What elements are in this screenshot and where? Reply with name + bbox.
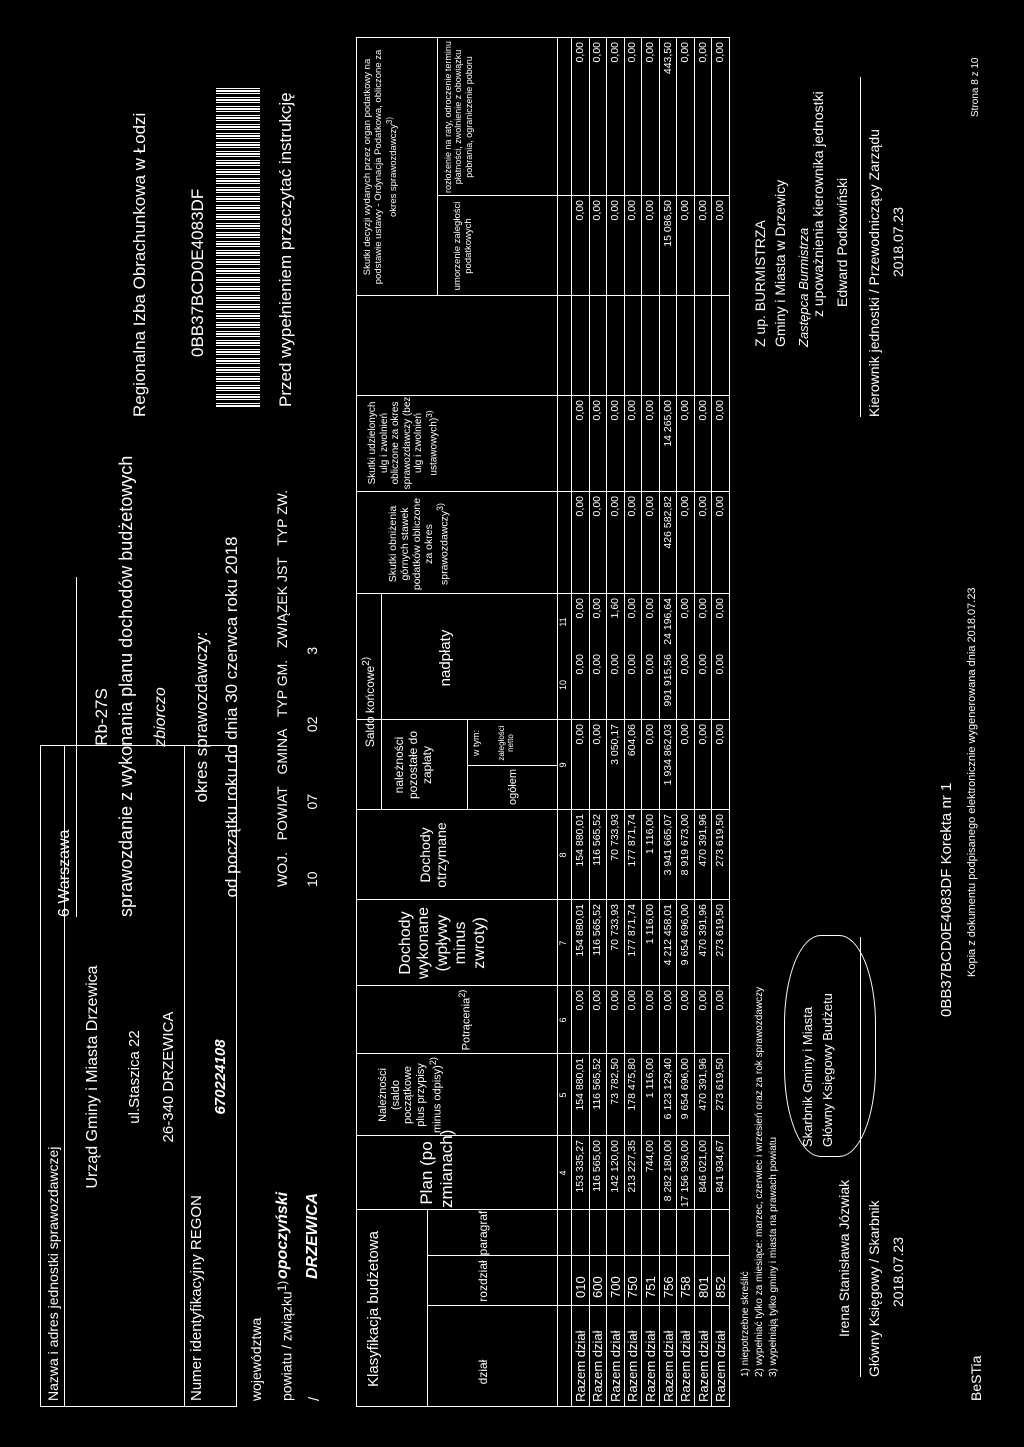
unit-street: ul.Staszica 22 — [126, 1030, 143, 1124]
voivodeship-label: województwa — [248, 1317, 264, 1401]
district-value: opoczyński — [274, 1191, 291, 1279]
table-cell: 0,00 — [591, 598, 604, 619]
table-cell: 0,00 — [679, 654, 692, 675]
table-cell: 0,00 — [696, 990, 709, 1011]
instruction-note: Przed wypełnieniem przeczytać instrukcję — [276, 92, 295, 407]
table-cell: 0,00 — [714, 200, 727, 221]
table-cell: 9 654 696,00 — [679, 1058, 692, 1120]
right-stamp-line2: Gminy i Miasta w Drzewicy — [772, 179, 788, 347]
right-stamp-line3: Zastępca Burmistrza — [796, 227, 811, 347]
page-number: Strona 8 z 10 — [970, 57, 981, 117]
software-name: BeSTia — [968, 1355, 984, 1401]
table-cell: 1 116,00 — [644, 904, 656, 945]
header-total: ogółem — [507, 768, 519, 806]
table-cell: 178 475,80 — [626, 1058, 639, 1111]
header-revenue-executed: Dochody wykonane (wpływy minus zwroty) — [397, 906, 488, 980]
table-cell: 3 941 665,07 — [661, 814, 674, 876]
right-signer-date: 2018.07.23 — [890, 206, 906, 277]
table-cell: 470 391,96 — [696, 904, 709, 957]
table-cell: 0,00 — [591, 724, 604, 745]
header-receivables: Należności (saldo początkowe plus przypisy minus odpisy)$^{2)}$ — [377, 1057, 444, 1134]
table-cell: 0,00 — [591, 496, 604, 517]
header-cancellation: umorzenie zaległości podatkowych — [452, 201, 474, 291]
table-cell: 3 050,17 — [608, 724, 621, 765]
table-cell: 443,50 — [661, 42, 674, 75]
table-cell: 0,00 — [679, 990, 692, 1011]
table-cell: 0,00 — [626, 598, 639, 619]
column-number: 4 — [558, 1170, 568, 1176]
table-cell: 0,00 — [696, 496, 709, 517]
table-cell: 4 212 458,01 — [661, 904, 674, 966]
unit-name: Urząd Gminy i Miasta Drzewica — [84, 965, 101, 1189]
row-dzial-code: 801 — [695, 1276, 711, 1298]
table-cell: 70 733,93 — [608, 904, 621, 951]
district-label: powiatu / związku$^{1)}$ — [276, 1280, 295, 1401]
table-cell: 0,00 — [644, 990, 656, 1011]
table-cell: 6 123 129,40 — [661, 1058, 674, 1120]
left-stamp-line1: Skarbnik Gminy i Miasta — [800, 1006, 815, 1147]
table-cell: 0,00 — [626, 496, 639, 517]
table-cell: 273 619,50 — [714, 814, 727, 867]
table-cell: 0,00 — [679, 400, 692, 421]
table-cell: 0,00 — [696, 724, 709, 745]
table-cell: 0,00 — [591, 990, 604, 1011]
table-cell: 1 116,00 — [644, 814, 656, 855]
table-cell: 8 282 180,00 — [661, 1140, 674, 1202]
row-label: Razem dział — [678, 1330, 694, 1402]
table-cell: 426 582,82 — [661, 496, 674, 549]
recipient: Regionalna Izba Obrachunkowa w Łodzi — [130, 112, 149, 417]
table-cell: 0,00 — [644, 598, 656, 619]
table-cell: 0,00 — [608, 990, 621, 1011]
column-number: 11 — [558, 617, 568, 627]
header-overpayments: nadpłaty — [437, 629, 454, 687]
table-cell: 116 565,52 — [591, 1058, 604, 1110]
right-authorization: z upoważnienia kierownika jednostki — [810, 91, 826, 317]
table-cell: 744,00 — [644, 1140, 656, 1173]
table-cell: 0,00 — [626, 654, 639, 675]
table-cell: 177 871,74 — [626, 814, 639, 867]
table-cell: 1 934 862,03 — [661, 724, 674, 786]
column-number: 6 — [558, 1017, 568, 1023]
row-dzial-code: 758 — [678, 1276, 694, 1298]
row-label: Razem dział — [660, 1330, 676, 1402]
table-cell: 0,00 — [608, 42, 621, 63]
table-cell: 0,00 — [696, 42, 709, 63]
table-cell: 0,00 — [591, 42, 604, 63]
regon-value: 670224108 — [212, 1039, 229, 1115]
table-cell: 0,00 — [644, 200, 656, 221]
correction-code: 0BB37BCD0E4083DF Korekta nr 1 — [938, 782, 955, 1017]
document-code: 0BB37BCD0E4083DF — [188, 188, 207, 357]
header-decision-effects: Skutki decyzji wydanych przez organ podatkowy na podstawie ustawy - Ordynacja Podatkowa, obliczone za okres sprawozdawczy$^{3)}$ — [362, 49, 399, 285]
footnote-3: 3) wypełniają tylko gminy i miasta na prawach powiatu — [768, 1136, 779, 1377]
table-cell: 14 265,00 — [661, 400, 674, 447]
table-cell: 116 565,00 — [591, 1140, 604, 1192]
report-title: sprawozdanie z wykonania planu dochodów budżetowych — [116, 455, 136, 917]
table-cell: 17 156 936,00 — [679, 1140, 692, 1208]
table-cell: 0,00 — [573, 724, 586, 745]
table-cell: 116 565,52 — [591, 814, 604, 866]
table-cell: 0,00 — [573, 200, 586, 221]
table-cell: 0,00 — [608, 654, 621, 675]
table-cell: 0,00 — [661, 990, 674, 1011]
table-cell: 470 391,96 — [696, 814, 709, 867]
table-cell: 604,06 — [626, 724, 639, 757]
table-cell: 153 335,27 — [573, 1140, 586, 1193]
table-cell: 0,00 — [573, 42, 586, 63]
table-cell: 15 086,50 — [661, 200, 674, 247]
header-tax-rate-effects: Skutki obniżenia górnych stawek podatków obliczone za okres sprawozdawczy$^{3)}$ — [387, 497, 451, 591]
table-cell: 0,00 — [696, 400, 709, 421]
unit-name-label: Nazwa i adres jednostki sprawozdawczej — [45, 1146, 61, 1401]
row-label: Razem dział — [625, 1330, 641, 1402]
table-cell: 177 871,74 — [626, 904, 639, 957]
row-dzial-code: 750 — [625, 1276, 641, 1298]
table-cell: 0,00 — [626, 990, 639, 1011]
row-label: Razem dział — [643, 1330, 658, 1402]
header-relief-effects: Skutki udzielonych ulg i zwolnień obliczone za okres sprawozdawczy (bez ulg i zwolnień ustawowych)$^{3)}$ — [367, 396, 439, 490]
table-cell: 0,00 — [644, 724, 656, 745]
table-cell: 73 782,50 — [608, 1058, 621, 1105]
table-cell: 0,00 — [644, 496, 656, 517]
table-cell: 0,00 — [696, 598, 709, 619]
table-cell: 0,00 — [679, 724, 692, 745]
period-label: okres sprawozdawczy: — [192, 631, 211, 803]
table-cell: 1 116,00 — [644, 1058, 656, 1099]
table-cell: 0,00 — [714, 654, 727, 675]
column-number: 8 — [558, 852, 568, 858]
table-cell: 0,00 — [573, 400, 586, 421]
table-cell: 0,00 — [626, 200, 639, 221]
table-cell: 0,00 — [679, 598, 692, 619]
column-number: 9 — [558, 762, 568, 768]
table-cell: 0,00 — [608, 200, 621, 221]
unit-city: 26-340 DRZEWICA — [160, 1011, 177, 1143]
table-cell: 0,00 — [714, 990, 727, 1011]
header-dzial: dział — [476, 1359, 490, 1385]
left-signer-name: Irena Stanisława Józwiak — [836, 1179, 852, 1337]
table-cell: 8 919 673,00 — [679, 814, 692, 876]
form-code: Rb-27S — [92, 688, 111, 746]
header-plan: Plan (po zmianach) — [417, 1129, 456, 1208]
table-cell: 0,00 — [644, 42, 656, 63]
table-cell: 273 619,50 — [714, 904, 727, 957]
column-number: 5 — [558, 1092, 568, 1098]
row-dzial-code: 700 — [607, 1276, 623, 1298]
row-dzial-code: 600 — [590, 1276, 606, 1298]
table-cell: 0,00 — [644, 400, 656, 421]
report-subtitle: zbiorczo — [152, 687, 169, 747]
table-cell: 0,00 — [696, 654, 709, 675]
table-cell: 70 733,93 — [608, 814, 621, 861]
addressee: 6 Warszawa — [56, 829, 73, 917]
table-cell: 273 619,50 — [714, 1058, 727, 1111]
revenue-table — [356, 37, 730, 1407]
table-cell: 0,00 — [573, 496, 586, 517]
header-deductions: Potrącenia$^{2)}$ — [457, 989, 473, 1051]
table-cell: 0,00 — [679, 496, 692, 517]
right-stamp-line1: Z up. BURMISTRZA — [752, 220, 768, 347]
row-label: Razem dział — [572, 1330, 588, 1402]
left-stamp-line2: Główny Księgowy Budżetu — [820, 993, 835, 1147]
row-label: Razem dział — [590, 1330, 606, 1402]
header-of-which: w tym: — [471, 730, 481, 756]
table-cell: 154 880,01 — [573, 1058, 586, 1111]
regon-label: Numer identyfikacyjny REGON — [188, 1195, 205, 1401]
table-cell: 0,00 — [679, 200, 692, 221]
header-final-balance: Saldo końcowe$^{2)}$ — [361, 656, 377, 748]
table-cell: 0,00 — [573, 990, 586, 1011]
row-label: Razem dział — [607, 1330, 623, 1402]
table-cell: 0,00 — [714, 496, 727, 517]
table-cell: 0,00 — [573, 654, 586, 675]
table-cell: 0,00 — [608, 400, 621, 421]
header-arrears: zaległości netto — [497, 725, 516, 761]
table-cell: 0,00 — [573, 598, 586, 619]
row-dzial-code: 756 — [660, 1276, 676, 1298]
left-signer-role: Główny Księgowy / Skarbnik — [866, 1200, 882, 1377]
header-revenue-received: Dochody otrzymane — [417, 822, 450, 888]
column-number: 10 — [558, 680, 568, 691]
table-cell: 470 391,96 — [696, 1058, 709, 1111]
table-cell: 9 654 696,00 — [679, 904, 692, 966]
table-cell: 0,00 — [591, 654, 604, 675]
header-remaining-receivables: należności pozostałe do zapłaty — [392, 730, 434, 800]
table-cell: 846 021,00 — [696, 1140, 709, 1193]
footnote-1: 1) niepotrzebne skreślić — [740, 1271, 751, 1377]
table-cell: 0,00 — [626, 42, 639, 63]
row-label: Razem dział — [713, 1330, 729, 1402]
table-cell: 0,00 — [714, 724, 727, 745]
table-cell: 0,00 — [714, 400, 727, 421]
header-deferral: rozłożenie na raty, odroczenie terminu płatności, zwolnienie z obowiązku pobrania, ograniczenie poboru — [443, 41, 474, 193]
table-cell: 154 880,01 — [573, 814, 586, 867]
commune-value: DRZEWICA — [304, 1192, 321, 1279]
row-dzial-code: 010 — [572, 1276, 588, 1298]
table-cell: 0,00 — [626, 400, 639, 421]
header-classification: Klasyfikacja budżetowa — [365, 1231, 382, 1387]
table-cell: 154 880,01 — [573, 904, 586, 957]
table-cell: 0,00 — [608, 496, 621, 517]
row-dzial-code: 852 — [713, 1276, 729, 1298]
table-cell: 1,60 — [608, 598, 621, 619]
period-value: od początku roku do dnia 30 czerwca roku 2018 — [222, 536, 241, 898]
copy-note: Kopia z dokumentu podpisanego elektronicznie wygenerowana dnia 2018.07.23 — [966, 587, 978, 977]
codes-values: 10 07 02 3 — [304, 646, 320, 887]
codes-labels: WOJ. POWIAT GMINA TYP GM. ZWIĄZEK JST TYP ZW. — [274, 490, 290, 887]
table-cell: 0,00 — [644, 654, 656, 675]
row-label: Razem dział — [695, 1330, 711, 1402]
table-cell: 142 120,00 — [608, 1140, 621, 1193]
table-cell: 991 915,56 — [661, 654, 674, 707]
table-cell: 841 934,67 — [714, 1140, 727, 1193]
table-cell: 0,00 — [679, 42, 692, 63]
table-cell: 0,00 — [591, 400, 604, 421]
header-paragraf: paragraf — [476, 1210, 490, 1256]
table-cell: 0,00 — [714, 42, 727, 63]
table-cell: 0,00 — [696, 200, 709, 221]
column-number: 7 — [558, 940, 568, 946]
table-cell: 24 196,64 — [661, 598, 674, 645]
table-cell: 0,00 — [591, 200, 604, 221]
row-dzial-code: 751 — [643, 1276, 658, 1298]
barcode-image — [216, 87, 260, 407]
header-rozdzial: rozdział — [476, 1260, 490, 1302]
table-cell: 0,00 — [714, 598, 727, 619]
left-signer-date: 2018.07.23 — [890, 1236, 906, 1307]
table-cell: 213 227,35 — [626, 1140, 639, 1193]
right-signer-name: Edward Podkowiński — [834, 177, 850, 307]
slash: / — [306, 1396, 323, 1401]
table-cell: 116 565,52 — [591, 904, 604, 956]
right-signer-role: Kierownik jednostki / Przewodniczący Zarządu — [866, 129, 882, 417]
footnote-2: 2) wypełniać tylko za miesiące: marzec, czerwiec i wrzesień oraz za rok sprawozdawczy — [754, 986, 765, 1377]
